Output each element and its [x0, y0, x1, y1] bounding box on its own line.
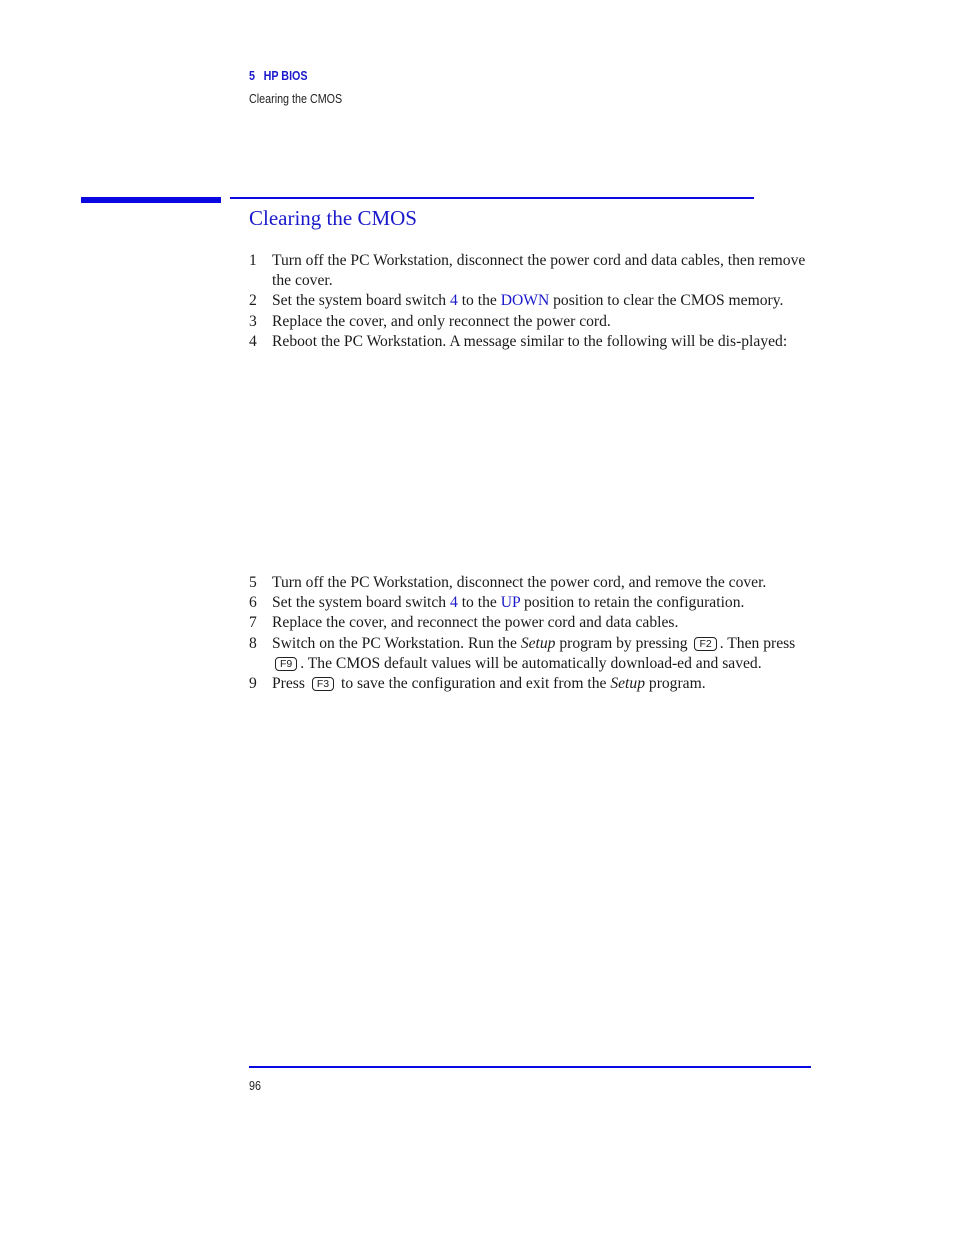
step-5: [249, 573, 814, 593]
step-4: [249, 332, 814, 352]
chapter-number: 5: [249, 69, 255, 83]
setup-program-name: Setup: [610, 675, 645, 693]
step-6: [249, 593, 814, 613]
key-f3: F3: [312, 677, 334, 691]
step-text: Turn off the PC Workstation, disconnect the power cord and data cables, then remove the cover.: [272, 252, 806, 290]
step-number: 6: [249, 594, 257, 612]
section-rule-thin: [230, 197, 754, 199]
key-f2: F2: [694, 637, 716, 651]
switch-ref: 4: [450, 292, 458, 310]
footer-rule: [249, 1066, 811, 1068]
steps-list-part1: [249, 251, 814, 352]
step-text: Reboot the PC Workstation. A message similar to the following will be dis-played:: [272, 332, 788, 350]
step-text: Set the system board switch 4 to the UP position to retain the configuration.: [272, 594, 745, 612]
steps-list-part2: [249, 573, 814, 694]
running-header-chapter: [249, 69, 308, 83]
switch-ref: 4: [450, 594, 458, 612]
step-number: 4: [249, 332, 257, 350]
step-3: [249, 312, 814, 332]
step-number: 9: [249, 675, 257, 693]
section-rule-thick: [81, 197, 221, 203]
step-text: Replace the cover, and reconnect the power cord and data cables.: [272, 614, 679, 632]
key-f9: F9: [275, 657, 297, 671]
step-text: Turn off the PC Workstation, disconnect the power cord, and remove the cover.: [272, 574, 767, 591]
step-8: [249, 634, 814, 674]
step-number: 2: [249, 292, 257, 310]
step-text: Switch on the PC Workstation. Run the Setup program by pressing F2 . Then press F9 . The CMOS default values will be automatically download-ed and saved.: [272, 634, 796, 672]
position-ref: DOWN: [500, 292, 550, 310]
step-1: [249, 251, 814, 291]
step-text: Set the system board switch 4 to the DOWN position to clear the CMOS memory.: [272, 292, 784, 310]
running-header-section: Clearing the CMOS: [249, 92, 343, 106]
page-title: Clearing the CMOS: [249, 206, 417, 230]
chapter-title: HP BIOS: [263, 69, 308, 83]
step-2: [249, 291, 814, 311]
step-text: Press F3 to save the configuration and exit from the Setup program.: [272, 675, 706, 693]
position-ref: UP: [500, 594, 521, 612]
step-number: 5: [249, 574, 257, 591]
step-number: 1: [249, 252, 257, 269]
step-text: Replace the cover, and only reconnect the power cord.: [272, 312, 611, 330]
step-number: 8: [249, 634, 257, 652]
step-number: 3: [249, 312, 257, 330]
setup-program-name: Setup: [520, 634, 556, 652]
step-number: 7: [249, 614, 257, 632]
page-number: 96: [249, 1079, 261, 1093]
step-7: [249, 613, 814, 633]
step-9: [249, 674, 814, 694]
